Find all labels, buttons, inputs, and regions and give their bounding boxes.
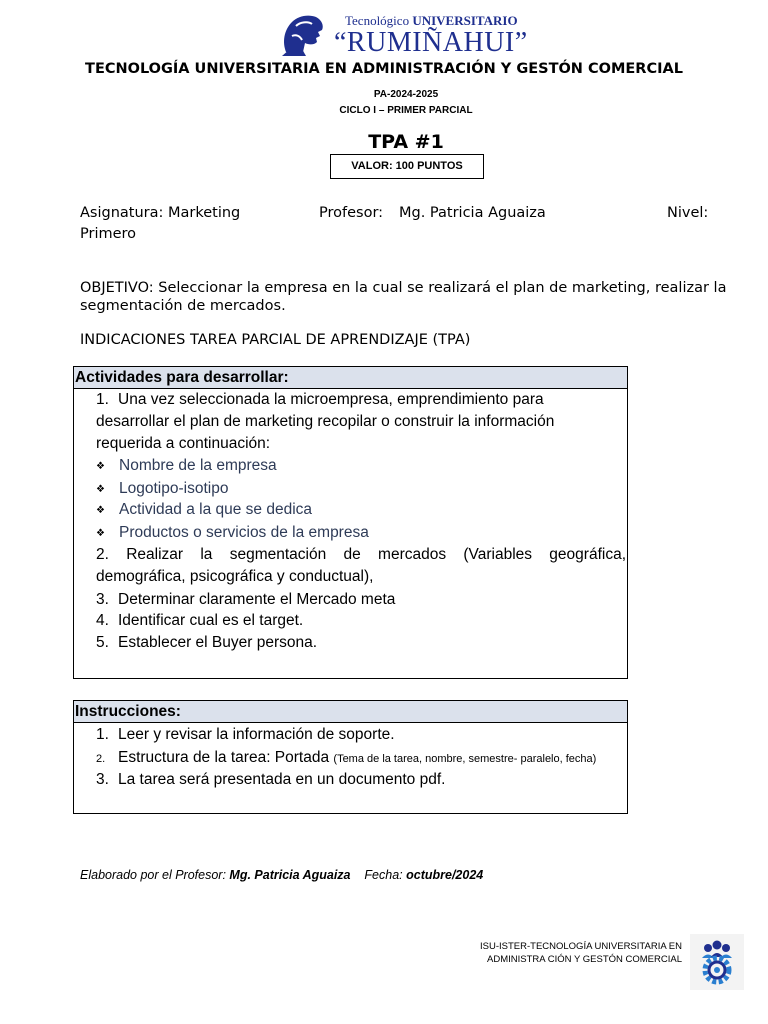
bullet-icon: ❖ <box>96 461 105 472</box>
activity-item-2-line1: 2. Realizar la segmentación de mercados (Variables geográfica, <box>96 546 626 563</box>
logo-text-line1: Tecnológico UNIVERSITARIO <box>345 13 518 28</box>
bullet-icon: ❖ <box>96 528 105 539</box>
bullet-item: Productos o servicios de la empresa <box>119 524 369 541</box>
cycle-label: CICLO I – PRIMER PARCIAL <box>339 105 473 116</box>
indications-heading: INDICACIONES TAREA PARCIAL DE APRENDIZAJE (TPA) <box>80 332 471 348</box>
activity-item-1-line2: desarrollar el plan de marketing recopilar o construir la información <box>96 413 555 430</box>
activity-item-1-line1: 1. Una vez seleccionada la microempresa, emprendimiento para <box>96 391 544 408</box>
instruction-item-2-note: (Tema de la tarea, nombre, semestre- paralelo, fecha) <box>333 753 597 765</box>
university-logo-icon <box>278 12 328 58</box>
objective-paragraph: OBJETIVO: Seleccionar la empresa en la cual se realizará el plan de marketing, realizar la segmentación de mercados. <box>80 280 727 314</box>
activity-item-2-line2: demográfica, psicográfica y conductual), <box>96 568 374 585</box>
bullet-item: Logotipo-isotipo <box>119 480 229 497</box>
professor-label: Profesor: <box>319 205 384 221</box>
subject-label: Asignatura: Marketing <box>80 205 241 221</box>
activities-table <box>73 366 628 679</box>
instructions-table <box>73 700 628 814</box>
logo-text-line2: “RUMIÑAHUI” <box>334 27 528 58</box>
bullet-item: Actividad a la que se dedica <box>119 501 313 518</box>
instruction-item-2: 2. Estructura de la tarea: Portada (Tema de la tarea, nombre, semestre- paralelo, fecha) <box>96 749 597 766</box>
instruction-item-3: 3. La tarea será presentada en un documento pdf. <box>96 771 446 788</box>
level-label: Nivel: <box>667 205 709 221</box>
instruction-item-1: 1. Leer y revisar la información de soporte. <box>96 726 395 743</box>
level-value: Primero <box>80 226 137 242</box>
activity-item-4: 4. Identificar cual es el target. <box>96 612 304 629</box>
bullet-icon: ❖ <box>96 505 105 516</box>
activity-item-1-line3: requerida a continuación: <box>96 435 271 452</box>
activity-item-5: 5. Establecer el Buyer persona. <box>96 634 318 651</box>
career-gear-people-icon <box>690 934 744 990</box>
instructions-heading: Instrucciones: <box>74 701 627 723</box>
activities-heading: Actividades para desarrollar: <box>74 367 627 389</box>
prepared-by: Elaborado por el Profesor: Mg. Patricia Aguaiza Fecha: octubre/2024 <box>80 868 484 882</box>
bullet-icon: ❖ <box>96 484 105 495</box>
activity-item-3: 3. Determinar claramente el Mercado meta <box>96 591 396 608</box>
institution-line2: ADMINISTRA CIÓN Y GESTÓN COMERCIAL <box>487 954 682 965</box>
value-badge: VALOR: 100 PUNTOS <box>330 154 484 179</box>
professor-name: Mg. Patricia Aguaiza <box>399 205 546 221</box>
career-title: TECNOLOGÍA UNIVERSITARIA EN ADMINISTRACIÓN Y GESTÓN COMERCIAL <box>85 61 683 77</box>
institution-line1: ISU-ISTER-TECNOLOGÍA UNIVERSITARIA EN <box>480 941 682 952</box>
academic-period: PA-2024-2025 <box>373 89 439 100</box>
bullet-item: Nombre de la empresa <box>119 457 277 474</box>
institution-footer <box>420 940 682 966</box>
page-title: TPA #1 <box>368 131 444 153</box>
